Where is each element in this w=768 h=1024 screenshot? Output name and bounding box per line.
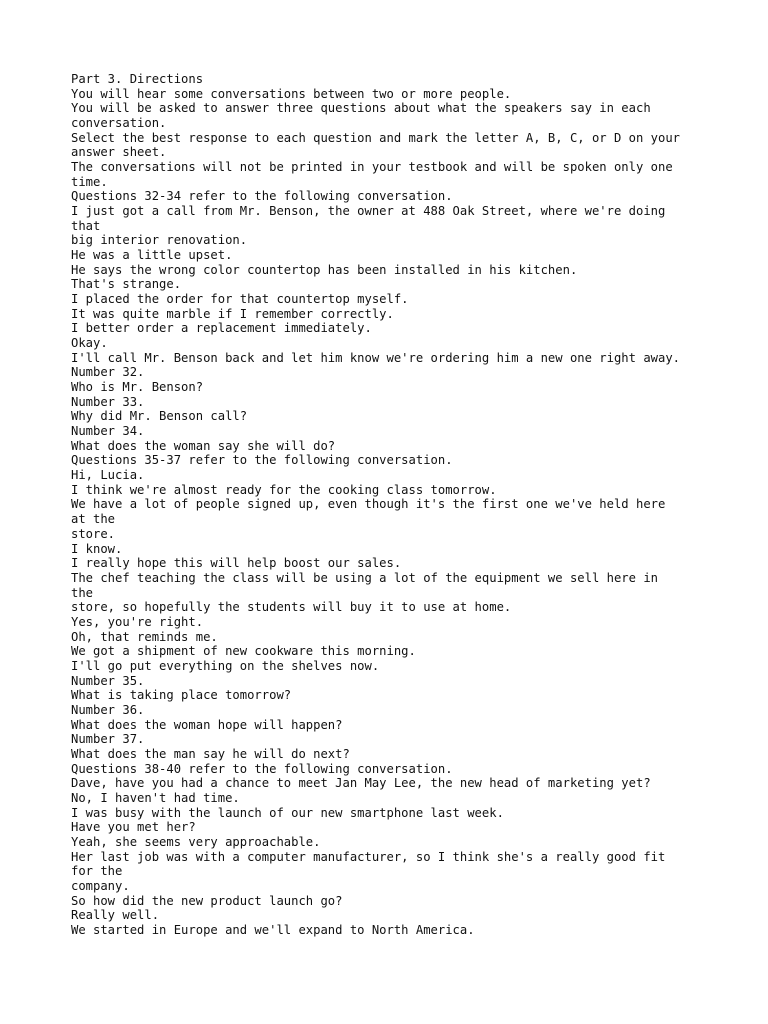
text-line: that [71, 218, 101, 233]
text-line: You will hear some conversations between two or more people. [71, 86, 512, 101]
text-line: I know. [71, 541, 123, 556]
text-line: Okay. [71, 336, 108, 351]
text-line: company. [71, 878, 130, 893]
text-line: Number 34. [71, 424, 145, 439]
text-line: the [71, 585, 94, 600]
text-line: answer sheet. [71, 145, 167, 160]
text-line: conversation. [71, 116, 167, 131]
text-line: Really well. [71, 908, 160, 923]
text-line: big interior renovation. [71, 233, 248, 248]
text-line: We started in Europe and we'll expand to North America. [71, 922, 475, 937]
text-line: Have you met her? [71, 820, 196, 835]
text-line: We have a lot of people signed up, even though it's the first one we've held here [71, 497, 666, 512]
text-line: Number 36. [71, 702, 145, 717]
text-line: I placed the order for that countertop myself. [71, 292, 409, 307]
text-line: Number 35. [71, 673, 145, 688]
text-line: Dave, have you had a chance to meet Jan May Lee, the new head of marketing yet? [71, 776, 651, 791]
text-line: for the [71, 864, 123, 879]
text-line: What does the woman hope will happen? [71, 717, 343, 732]
text-line: You will be asked to answer three questions about what the speakers say in each [71, 101, 651, 116]
text-line: He says the wrong color countertop has been installed in his kitchen. [71, 262, 578, 277]
text-line: I better order a replacement immediately. [71, 321, 372, 336]
text-line: I'll go put everything on the shelves now. [71, 658, 380, 673]
text-line: Number 33. [71, 394, 145, 409]
text-line: Why did Mr. Benson call? [71, 409, 248, 424]
text-line: He was a little upset. [71, 248, 233, 263]
text-line: time. [71, 174, 108, 189]
text-line: What does the woman say she will do? [71, 438, 336, 453]
text-line: Yeah, she seems very approachable. [71, 834, 321, 849]
text-line: It was quite marble if I remember correctly. [71, 306, 394, 321]
text-line: Number 37. [71, 732, 145, 747]
text-line: What is taking place tomorrow? [71, 688, 292, 703]
text-line: Yes, you're right. [71, 614, 204, 629]
text-line: That's strange. [71, 277, 182, 292]
text-line: Hi, Lucia. [71, 468, 145, 483]
text-line: store. [71, 526, 116, 541]
text-line: I'll call Mr. Benson back and let him know we're ordering him a new one right away. [71, 350, 681, 365]
text-line: Number 32. [71, 365, 145, 380]
text-line: The chef teaching the class will be using a lot of the equipment we sell here in [71, 570, 658, 585]
text-line: Her last job was with a computer manufacturer, so I think she's a really good fit [71, 849, 666, 864]
text-line: Questions 38-40 refer to the following conversation. [71, 761, 453, 776]
text-line: We got a shipment of new cookware this morning. [71, 644, 416, 659]
text-line: So how did the new product launch go? [71, 893, 343, 908]
text-line: What does the man say he will do next? [71, 746, 350, 761]
text-line: Questions 35-37 refer to the following conversation. [71, 453, 453, 468]
text-line: I just got a call from Mr. Benson, the owner at 488 Oak Street, where we're doing [71, 204, 666, 219]
text-line: Questions 32-34 refer to the following conversation. [71, 189, 453, 204]
text-line: The conversations will not be printed in your testbook and will be spoken only one [71, 160, 673, 175]
text-line: Part 3. Directions [71, 72, 204, 86]
text-line: at the [71, 512, 116, 527]
text-line: I was busy with the launch of our new smartphone last week. [71, 805, 504, 820]
text-line: No, I haven't had time. [71, 790, 240, 805]
text-line: Select the best response to each question and mark the letter A, B, C, or D on your [71, 130, 681, 145]
text-line: store, so hopefully the students will buy it to use at home. [71, 600, 512, 615]
text-line: Oh, that reminds me. [71, 629, 218, 644]
document-text [71, 72, 711, 938]
text-line: I think we're almost ready for the cooking class tomorrow. [71, 482, 497, 497]
text-line: Who is Mr. Benson? [71, 380, 204, 395]
text-line: I really hope this will help boost our sales. [71, 556, 402, 571]
